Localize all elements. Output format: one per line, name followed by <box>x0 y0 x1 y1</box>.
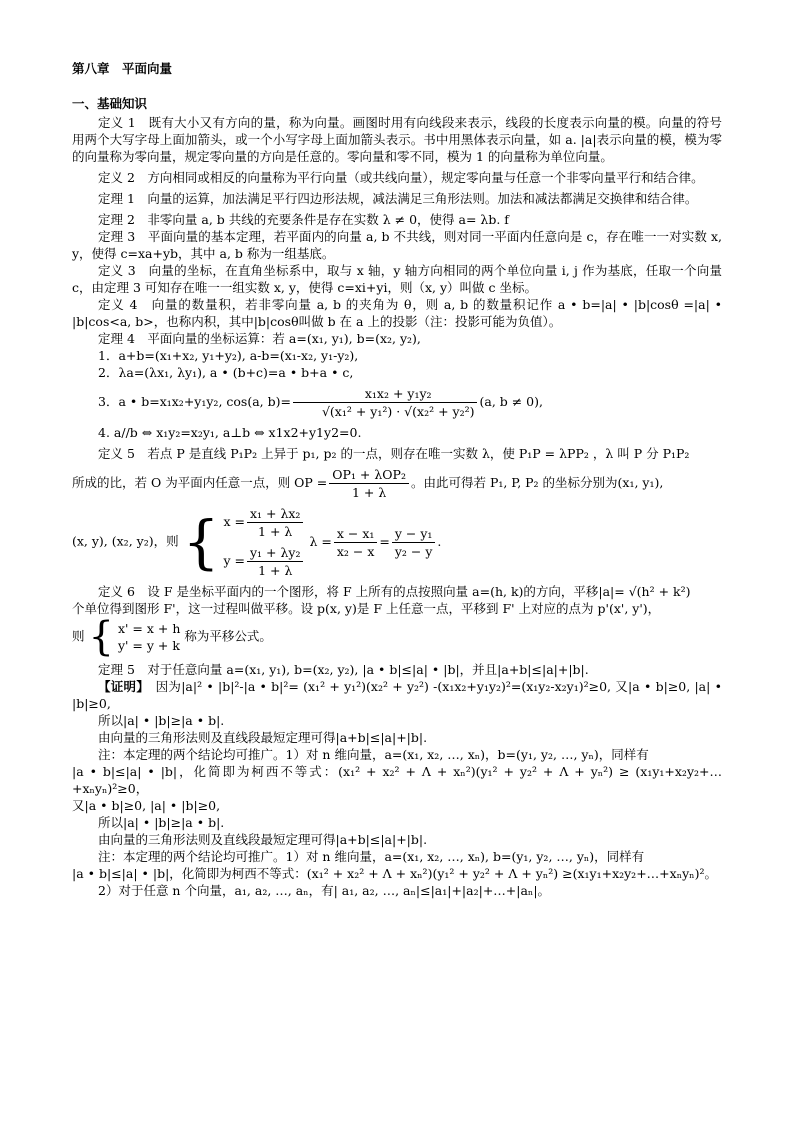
lambda-end: . <box>437 533 442 549</box>
lambda-numerator-1: x − x₁ <box>334 525 378 543</box>
proof-label: 【证明】 <box>98 679 143 694</box>
proof-line-1 <box>72 678 722 712</box>
section-formula-numerator: OP₁ + λOP₂ <box>329 466 409 484</box>
section-formula-fraction <box>329 466 409 501</box>
lambda-denominator-2: y₂ − y <box>394 543 433 559</box>
system-x-fraction <box>247 505 303 540</box>
theorem-4: 定理 4 平面向量的坐标运算：若 a=(x₁, y₁), b=(x₂, y₂), <box>98 331 421 346</box>
definition-6-translation <box>72 614 722 660</box>
lambda-formula <box>309 525 442 559</box>
note-2-line-3: 2）对于任意 n 个向量，a₁, a₂, …, aₙ，有| a₁, a₂, …, aₙ|≤|a₁|+|a₂|+…+|aₙ|。 <box>98 883 551 898</box>
proof-text-1: 因为|a|² • |b|²-|a • b|²= (x₁² + y₁²)(x₂² + y₂²) -(x₁x₂+y₁y₂)²=(x₁y₂-x₂y₁)²≥0, 又|a • b|≥0, |a| • |b|≥0, <box>72 679 722 711</box>
system-y-numerator: y₁ + λy₂ <box>247 544 304 562</box>
document-body <box>72 60 722 899</box>
definition-3: 定义 3 向量的坐标，在直角坐标系中，取与 x 轴，y 轴方向相同的两个单位向量 i, j 作为基底，任取一个向量 c，由定理 3 可知存在唯一一组实数 x, y，使得 c=xi+yi，则（x, y）叫做 c 坐标。 <box>72 263 722 295</box>
cosine-fraction <box>293 385 478 420</box>
chapter-title: 第八章 平面向量 <box>72 61 173 76</box>
theorem-5: 定理 5 对于任意向量 a=(x₁, y₁), b=(x₂, y₂), |a • b|≤|a| • |b|，并且|a+b|≤|a|+|b|. <box>98 662 589 677</box>
note-1-line-1: 注：本定理的两个结论均可推广。1）对 n 维向量，a=(x₁, x₂, …, xₙ)，b=(y₁, y₂, …, yₙ)，同样有 <box>98 747 649 762</box>
system-y-equation <box>223 544 305 579</box>
definition-5-line-1: 定义 5 若点 P 是直线 P₁P₂ 上异于 p₁, p₂ 的一点，则存在唯一实数 λ，使 P₁P = λPP₂ ，λ 叫 P 分 P₁P₂ <box>98 446 690 461</box>
def5-text-b: 所成的比，若 O 为平面内任意一点，则 OP = <box>72 475 328 490</box>
theorem-4-item-4: 4. a//b ⇔ x₁y₂=x₂y₁, a⊥b ⇔ x1x2+y1y2=0. <box>98 425 362 440</box>
system-y-lhs: y = <box>223 553 245 568</box>
item-3-rhs: (a, b ≠ 0), <box>479 394 543 409</box>
definition-2: 定义 2 方向相同或相反的向量称为平行向量（或共线向量），规定零向量与任意一个非零向量平行和结合律。 <box>98 170 704 185</box>
coordinate-system <box>183 505 306 579</box>
lambda-fraction-2 <box>392 525 436 560</box>
definition-1: 定义 1 既有大小又有方向的量，称为向量。画图时用有向线段来表示，线段的长度表示向量的模。向量的符号用两个大写字母上面加箭头，或一个小写字母上面加箭头表示。书中用黑体表示向量，如 a. |a|表示向量的模，模为零的向量称为零向量，规定零向量的方向是任意的。零向量和零不同，模为 1 的向量称为单位向量。 <box>72 115 723 164</box>
def5-text-d: (x, y), (x₂, y₂)，则 <box>72 533 179 549</box>
def6-then: 则 <box>72 628 85 644</box>
definition-6-line-1: 定义 6 设 F 是坐标平面内的一个图形，将 F 上所有的点按照向量 a=(h, k)的方向，平移|a|= √(h² + k²) <box>98 584 691 599</box>
system-x-lhs: x = <box>223 514 245 529</box>
note-1-line-5: 由向量的三角形法则及直线段最短定理可得|a+b|≤|a|+|b|. <box>98 832 428 847</box>
system-x-numerator: x₁ + λx₂ <box>247 505 303 523</box>
lambda-fraction-1 <box>334 525 378 560</box>
translation-equations <box>118 620 180 654</box>
system-x-equation <box>223 505 305 540</box>
theorem-4-item-2: 2．λa=(λx₁, λy₁), a • (b+c)=a • b+a • c, <box>98 365 354 380</box>
section-formula-denominator: 1 + λ <box>351 485 387 500</box>
note-2-line-1: 注：本定理的两个结论均可推广。1）对 n 维向量，a=(x₁, x₂, …, xₙ), b=(y₁, y₂, …, yₙ)，同样有 <box>98 849 645 864</box>
cosine-denominator: √(x₁² + y₁²) · √(x₂² + y₂²) <box>321 404 475 419</box>
theorem-3: 定理 3 平面向量的基本定理，若平面内的向量 a, b 不共线，则对同一平面内任意向是 c，存在唯一一对实数 x, y，使得 c=xa+yb，其中 a, b 称为一组基底。 <box>72 229 722 261</box>
proof-line-3: 由向量的三角形法则及直线段最短定理可得|a+b|≤|a|+|b|. <box>98 730 428 745</box>
theorem-4-item-1: 1．a+b=(x₁+x₂, y₁+y₂), a-b=(x₁-x₂, y₁-y₂), <box>98 348 359 363</box>
theorem-2: 定理 2 非零向量 a, b 共线的充要条件是存在实数 λ ≠ 0，使得 a= λb. f <box>98 212 509 227</box>
lambda-lhs: λ = <box>309 533 332 549</box>
note-1-line-2: |a • b|≤|a| • |b|，化简即为柯西不等式：(x₁² + x₂² + Λ + xₙ²)(y₁² + y₂² + Λ + yₙ²) ≥ (x₁y₁+x₂y₂+…+xₙyₙ)²≥0， <box>72 764 722 796</box>
lambda-numerator-2: y − y₁ <box>392 525 436 543</box>
theorem-1: 定理 1 向量的运算，加法满足平行四边形法规，减法满足三角形法则。加法和减法都满足交换律和结合律。 <box>98 191 698 206</box>
lambda-equals: = <box>379 533 390 549</box>
theorem-4-item-3 <box>72 385 722 420</box>
translation-system <box>88 614 181 660</box>
definition-6-line-2: 个单位得到图形 F'，这一过程叫做平移。设 p(x, y)是 F 上任意一点，平移到 F' 上对应的点为 p'(x', y')， <box>72 601 661 616</box>
cosine-numerator: x₁x₂ + y₁y₂ <box>293 385 478 403</box>
lambda-denominator-1: x₂ − x <box>336 543 375 559</box>
left-brace: { <box>182 508 220 576</box>
translation-brace: { <box>88 614 114 660</box>
item-3-lhs: 3．a • b=x₁x₂+y₁y₂, cos(a, b)= <box>98 394 291 409</box>
translation-x: x' = x + h <box>117 621 181 636</box>
definition-5-system <box>72 505 722 579</box>
note-1-line-3: 又|a • b|≥0, |a| • |b|≥0, <box>72 798 221 813</box>
system-x-denominator: 1 + λ <box>258 524 293 539</box>
note-2-line-2: |a • b|≤|a| • |b|，化简即为柯西不等式：(x₁² + x₂² + Λ + xₙ²)(y₁² + y₂² + Λ + yₙ²) ≥(x₁y₁+x₂y₂+…+xₙyₙ)²。 <box>72 866 717 881</box>
system-equations <box>223 505 305 579</box>
definition-4: 定义 4 向量的数量积，若非零向量 a, b 的夹角为 θ，则 a, b 的数量积记作 a • b=|a| • |b|cosθ =|a| • |b|cos<a, b>，也称内积，其中|b|cosθ叫做 b 在 a 上的投影（注：投影可能为负值）。 <box>72 297 722 329</box>
def5-text-c: 。由此可得若 P₁, P, P₂ 的坐标分别为(x₁, y₁), <box>410 475 664 490</box>
note-1-line-4: 所以|a| • |b|≥|a • b|. <box>98 815 225 830</box>
section-title: 一、基础知识 <box>72 96 148 111</box>
proof-line-2: 所以|a| • |b|≥|a • b|. <box>98 713 225 728</box>
system-y-denominator: 1 + λ <box>258 563 293 578</box>
def6-text-d: 称为平移公式。 <box>184 628 272 644</box>
translation-y: y' = y + k <box>117 638 180 653</box>
definition-5-line-2 <box>72 466 722 501</box>
system-y-fraction <box>247 544 304 579</box>
